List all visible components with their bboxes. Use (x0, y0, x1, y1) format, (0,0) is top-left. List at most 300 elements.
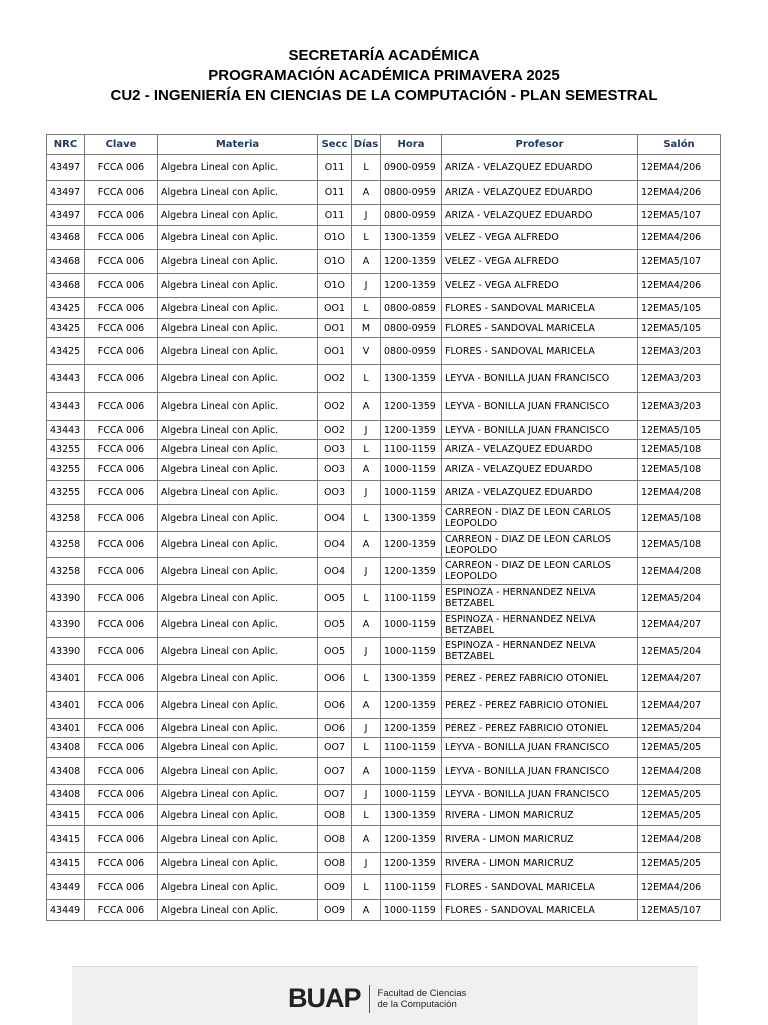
cell-clave: FCCA 006 (85, 250, 158, 274)
cell-secc: OO9 (318, 875, 352, 900)
cell-nrc: 43258 (47, 505, 85, 532)
cell-nrc: 43255 (47, 440, 85, 459)
cell-secc: OO3 (318, 459, 352, 481)
cell-salon: 12EMA4/207 (638, 665, 721, 692)
cell-hora: 1000-1159 (381, 638, 442, 665)
cell-dias: L (352, 665, 381, 692)
cell-dias: L (352, 155, 381, 181)
cell-materia: Algebra Lineal con Aplic. (158, 319, 318, 338)
cell-salon: 12EMA3/203 (638, 393, 721, 421)
cell-profesor: PEREZ - PEREZ FABRICIO OTONIEL (442, 665, 638, 692)
cell-dias: V (352, 338, 381, 365)
cell-profesor: LEYVA - BONILLA JUAN FRANCISCO (442, 421, 638, 440)
cell-clave: FCCA 006 (85, 805, 158, 826)
cell-clave: FCCA 006 (85, 719, 158, 738)
cell-materia: Algebra Lineal con Aplic. (158, 612, 318, 638)
cell-nrc: 43258 (47, 532, 85, 558)
cell-materia: Algebra Lineal con Aplic. (158, 226, 318, 250)
cell-profesor: LEYVA - BONILLA JUAN FRANCISCO (442, 785, 638, 805)
page-footer (72, 966, 698, 1025)
cell-profesor: VELEZ - VEGA ALFREDO (442, 226, 638, 250)
cell-materia: Algebra Lineal con Aplic. (158, 440, 318, 459)
table-row (47, 785, 721, 805)
cell-hora: 1300-1359 (381, 665, 442, 692)
cell-salon: 12EMA5/107 (638, 250, 721, 274)
cell-clave: FCCA 006 (85, 338, 158, 365)
cell-secc: OO5 (318, 612, 352, 638)
cell-materia: Algebra Lineal con Aplic. (158, 181, 318, 205)
cell-clave: FCCA 006 (85, 298, 158, 319)
cell-dias: J (352, 638, 381, 665)
cell-salon: 12EMA5/105 (638, 298, 721, 319)
cell-nrc: 43443 (47, 393, 85, 421)
cell-salon: 12EMA3/203 (638, 365, 721, 393)
table-row (47, 481, 721, 505)
column-header-profesor: Profesor (442, 135, 638, 155)
cell-hora: 0800-0959 (381, 181, 442, 205)
faculty-name (378, 988, 467, 1010)
cell-nrc: 43443 (47, 365, 85, 393)
cell-clave: FCCA 006 (85, 785, 158, 805)
cell-hora: 0800-0859 (381, 298, 442, 319)
table-row (47, 338, 721, 365)
cell-dias: L (352, 875, 381, 900)
column-header-nrc: NRC (47, 135, 85, 155)
cell-secc: OO2 (318, 365, 352, 393)
cell-clave: FCCA 006 (85, 155, 158, 181)
cell-secc: O1O (318, 250, 352, 274)
cell-salon: 12EMA5/204 (638, 585, 721, 612)
cell-secc: OO8 (318, 805, 352, 826)
cell-hora: 1000-1159 (381, 481, 442, 505)
cell-nrc: 43425 (47, 298, 85, 319)
cell-materia: Algebra Lineal con Aplic. (158, 558, 318, 585)
table-row (47, 900, 721, 921)
cell-secc: OO1 (318, 338, 352, 365)
cell-nrc: 43401 (47, 665, 85, 692)
cell-profesor: RIVERA - LIMON MARICRUZ (442, 826, 638, 853)
cell-secc: OO3 (318, 481, 352, 505)
table-row (47, 319, 721, 338)
cell-profesor: VELEZ - VEGA ALFREDO (442, 274, 638, 298)
cell-hora: 1000-1159 (381, 758, 442, 785)
cell-materia: Algebra Lineal con Aplic. (158, 505, 318, 532)
cell-hora: 1100-1159 (381, 738, 442, 758)
cell-dias: M (352, 319, 381, 338)
cell-secc: OO5 (318, 585, 352, 612)
cell-profesor: ARIZA - VELAZQUEZ EDUARDO (442, 481, 638, 505)
cell-materia: Algebra Lineal con Aplic. (158, 875, 318, 900)
cell-salon: 12EMA5/108 (638, 505, 721, 532)
cell-dias: J (352, 853, 381, 875)
table-row (47, 205, 721, 226)
cell-materia: Algebra Lineal con Aplic. (158, 298, 318, 319)
cell-hora: 1000-1159 (381, 785, 442, 805)
cell-materia: Algebra Lineal con Aplic. (158, 585, 318, 612)
cell-hora: 1200-1359 (381, 558, 442, 585)
cell-hora: 1200-1359 (381, 853, 442, 875)
cell-materia: Algebra Lineal con Aplic. (158, 365, 318, 393)
cell-profesor: RIVERA - LIMON MARICRUZ (442, 805, 638, 826)
cell-salon: 12EMA5/105 (638, 421, 721, 440)
cell-nrc: 43255 (47, 459, 85, 481)
buap-logo (288, 983, 466, 1014)
cell-secc: OO7 (318, 785, 352, 805)
cell-nrc: 43258 (47, 558, 85, 585)
cell-hora: 0800-0959 (381, 338, 442, 365)
cell-salon: 12EMA4/208 (638, 758, 721, 785)
cell-dias: A (352, 612, 381, 638)
column-header-materia: Materia (158, 135, 318, 155)
cell-materia: Algebra Lineal con Aplic. (158, 665, 318, 692)
column-header-clave: Clave (85, 135, 158, 155)
cell-hora: 1200-1359 (381, 719, 442, 738)
cell-nrc: 43255 (47, 481, 85, 505)
column-header-hora: Hora (381, 135, 442, 155)
cell-secc: OO8 (318, 853, 352, 875)
cell-materia: Algebra Lineal con Aplic. (158, 785, 318, 805)
cell-clave: FCCA 006 (85, 532, 158, 558)
cell-clave: FCCA 006 (85, 481, 158, 505)
cell-profesor: FLORES - SANDOVAL MARICELA (442, 875, 638, 900)
column-header-secc: Secc (318, 135, 352, 155)
cell-secc: OO6 (318, 665, 352, 692)
cell-materia: Algebra Lineal con Aplic. (158, 900, 318, 921)
header-line-1: SECRETARÍA ACADÉMICA (288, 47, 480, 64)
table-row (47, 365, 721, 393)
cell-salon: 12EMA4/207 (638, 612, 721, 638)
cell-clave: FCCA 006 (85, 319, 158, 338)
cell-hora: 1100-1159 (381, 585, 442, 612)
cell-dias: A (352, 532, 381, 558)
cell-profesor: PEREZ - PEREZ FABRICIO OTONIEL (442, 719, 638, 738)
cell-nrc: 43468 (47, 226, 85, 250)
cell-materia: Algebra Lineal con Aplic. (158, 481, 318, 505)
cell-hora: 1100-1159 (381, 440, 442, 459)
table-row (47, 692, 721, 719)
cell-clave: FCCA 006 (85, 612, 158, 638)
table-row (47, 393, 721, 421)
cell-salon: 12EMA4/208 (638, 481, 721, 505)
schedule-table (46, 134, 721, 921)
cell-profesor: ARIZA - VELAZQUEZ EDUARDO (442, 181, 638, 205)
cell-profesor: CARREON - DIAZ DE LEON CARLOS LEOPOLDO (442, 505, 638, 532)
cell-nrc: 43415 (47, 853, 85, 875)
cell-dias: J (352, 481, 381, 505)
cell-nrc: 43408 (47, 785, 85, 805)
cell-clave: FCCA 006 (85, 365, 158, 393)
cell-secc: OO6 (318, 719, 352, 738)
cell-dias: L (352, 440, 381, 459)
cell-secc: OO7 (318, 758, 352, 785)
cell-hora: 1200-1359 (381, 532, 442, 558)
cell-secc: O1O (318, 226, 352, 250)
cell-hora: 1300-1359 (381, 226, 442, 250)
cell-profesor: ARIZA - VELAZQUEZ EDUARDO (442, 440, 638, 459)
faculty-line-2: de la Computación (377, 998, 457, 1010)
cell-clave: FCCA 006 (85, 459, 158, 481)
cell-hora: 1000-1159 (381, 459, 442, 481)
cell-dias: J (352, 421, 381, 440)
cell-salon: 12EMA4/208 (638, 826, 721, 853)
cell-materia: Algebra Lineal con Aplic. (158, 805, 318, 826)
cell-profesor: LEYVA - BONILLA JUAN FRANCISCO (442, 365, 638, 393)
column-header-dias: Días (352, 135, 381, 155)
cell-secc: O11 (318, 205, 352, 226)
cell-dias: A (352, 181, 381, 205)
table-row (47, 181, 721, 205)
cell-profesor: LEYVA - BONILLA JUAN FRANCISCO (442, 738, 638, 758)
cell-clave: FCCA 006 (85, 393, 158, 421)
cell-nrc: 43390 (47, 638, 85, 665)
cell-salon: 12EMA5/107 (638, 205, 721, 226)
cell-dias: A (352, 900, 381, 921)
cell-hora: 0900-0959 (381, 155, 442, 181)
cell-nrc: 43449 (47, 900, 85, 921)
cell-profesor: FLORES - SANDOVAL MARICELA (442, 319, 638, 338)
cell-dias: A (352, 250, 381, 274)
cell-hora: 1100-1159 (381, 875, 442, 900)
cell-nrc: 43497 (47, 205, 85, 226)
cell-materia: Algebra Lineal con Aplic. (158, 338, 318, 365)
cell-profesor: ESPINOZA - HERNANDEZ NELVA BETZABEL (442, 585, 638, 612)
cell-hora: 1200-1359 (381, 393, 442, 421)
table-row (47, 532, 721, 558)
cell-salon: 12EMA4/206 (638, 181, 721, 205)
cell-hora: 1200-1359 (381, 826, 442, 853)
cell-nrc: 43408 (47, 758, 85, 785)
cell-hora: 0800-0959 (381, 205, 442, 226)
cell-dias: A (352, 758, 381, 785)
cell-clave: FCCA 006 (85, 758, 158, 785)
cell-clave: FCCA 006 (85, 875, 158, 900)
cell-nrc: 43497 (47, 155, 85, 181)
cell-secc: OO4 (318, 505, 352, 532)
table-row (47, 505, 721, 532)
table-row (47, 250, 721, 274)
cell-clave: FCCA 006 (85, 638, 158, 665)
cell-clave: FCCA 006 (85, 853, 158, 875)
cell-profesor: RIVERA - LIMON MARICRUZ (442, 853, 638, 875)
cell-materia: Algebra Lineal con Aplic. (158, 155, 318, 181)
cell-clave: FCCA 006 (85, 226, 158, 250)
cell-salon: 12EMA5/107 (638, 900, 721, 921)
cell-dias: J (352, 558, 381, 585)
cell-materia: Algebra Lineal con Aplic. (158, 692, 318, 719)
cell-salon: 12EMA4/206 (638, 226, 721, 250)
cell-clave: FCCA 006 (85, 181, 158, 205)
cell-hora: 1200-1359 (381, 274, 442, 298)
cell-profesor: ESPINOZA - HERNANDEZ NELVA BETZABEL (442, 612, 638, 638)
cell-dias: L (352, 226, 381, 250)
table-row (47, 155, 721, 181)
column-header-salon: Salón (638, 135, 721, 155)
cell-salon: 12EMA5/205 (638, 738, 721, 758)
cell-profesor: CARREON - DIAZ DE LEON CARLOS LEOPOLDO (442, 558, 638, 585)
cell-secc: OO8 (318, 826, 352, 853)
cell-clave: FCCA 006 (85, 585, 158, 612)
cell-profesor: ARIZA - VELAZQUEZ EDUARDO (442, 205, 638, 226)
cell-materia: Algebra Lineal con Aplic. (158, 758, 318, 785)
cell-clave: FCCA 006 (85, 274, 158, 298)
cell-secc: OO4 (318, 558, 352, 585)
cell-profesor: LEYVA - BONILLA JUAN FRANCISCO (442, 758, 638, 785)
cell-materia: Algebra Lineal con Aplic. (158, 738, 318, 758)
cell-materia: Algebra Lineal con Aplic. (158, 826, 318, 853)
table-row (47, 558, 721, 585)
cell-secc: OO7 (318, 738, 352, 758)
cell-salon: 12EMA5/105 (638, 319, 721, 338)
table-row (47, 585, 721, 612)
cell-profesor: ARIZA - VELAZQUEZ EDUARDO (442, 155, 638, 181)
cell-materia: Algebra Lineal con Aplic. (158, 205, 318, 226)
cell-secc: OO9 (318, 900, 352, 921)
cell-dias: L (352, 505, 381, 532)
cell-salon: 12EMA4/206 (638, 875, 721, 900)
cell-materia: Algebra Lineal con Aplic. (158, 421, 318, 440)
cell-salon: 12EMA4/206 (638, 155, 721, 181)
cell-secc: OO6 (318, 692, 352, 719)
cell-nrc: 43401 (47, 692, 85, 719)
cell-clave: FCCA 006 (85, 665, 158, 692)
cell-materia: Algebra Lineal con Aplic. (158, 719, 318, 738)
cell-nrc: 43468 (47, 250, 85, 274)
cell-profesor: PEREZ - PEREZ FABRICIO OTONIEL (442, 692, 638, 719)
cell-secc: O1O (318, 274, 352, 298)
cell-dias: A (352, 393, 381, 421)
cell-salon: 12EMA5/108 (638, 459, 721, 481)
cell-salon: 12EMA5/205 (638, 785, 721, 805)
cell-salon: 12EMA5/204 (638, 719, 721, 738)
table-header-row (47, 135, 721, 155)
cell-hora: 1200-1359 (381, 250, 442, 274)
cell-dias: J (352, 205, 381, 226)
table-row (47, 826, 721, 853)
cell-materia: Algebra Lineal con Aplic. (158, 250, 318, 274)
cell-salon: 12EMA4/208 (638, 558, 721, 585)
cell-dias: A (352, 459, 381, 481)
cell-dias: L (352, 805, 381, 826)
header-line-2: PROGRAMACIÓN ACADÉMICA PRIMAVERA 2025 (208, 67, 560, 84)
cell-materia: Algebra Lineal con Aplic. (158, 459, 318, 481)
header-line-3: CU2 - INGENIERÍA EN CIENCIAS DE LA COMPUTACIÓN - PLAN SEMESTRAL (110, 87, 658, 104)
cell-secc: OO2 (318, 421, 352, 440)
table-row (47, 274, 721, 298)
cell-hora: 1000-1159 (381, 612, 442, 638)
table-row (47, 758, 721, 785)
cell-profesor: ARIZA - VELAZQUEZ EDUARDO (442, 459, 638, 481)
logo-divider (369, 985, 370, 1013)
cell-clave: FCCA 006 (85, 738, 158, 758)
cell-nrc: 43449 (47, 875, 85, 900)
cell-secc: OO2 (318, 393, 352, 421)
cell-profesor: FLORES - SANDOVAL MARICELA (442, 298, 638, 319)
cell-hora: 1300-1359 (381, 805, 442, 826)
table-row (47, 226, 721, 250)
cell-materia: Algebra Lineal con Aplic. (158, 274, 318, 298)
cell-dias: J (352, 719, 381, 738)
cell-secc: O11 (318, 155, 352, 181)
cell-clave: FCCA 006 (85, 205, 158, 226)
table-row (47, 853, 721, 875)
cell-materia: Algebra Lineal con Aplic. (158, 532, 318, 558)
cell-nrc: 43468 (47, 274, 85, 298)
cell-hora: 1300-1359 (381, 365, 442, 393)
document-header (0, 46, 768, 106)
cell-materia: Algebra Lineal con Aplic. (158, 853, 318, 875)
cell-profesor: FLORES - SANDOVAL MARICELA (442, 338, 638, 365)
cell-clave: FCCA 006 (85, 692, 158, 719)
cell-nrc: 43443 (47, 421, 85, 440)
cell-salon: 12EMA3/203 (638, 338, 721, 365)
cell-hora: 1300-1359 (381, 505, 442, 532)
table-row (47, 665, 721, 692)
cell-salon: 12EMA5/108 (638, 440, 721, 459)
cell-nrc: 43497 (47, 181, 85, 205)
cell-secc: OO4 (318, 532, 352, 558)
cell-hora: 1000-1159 (381, 900, 442, 921)
cell-nrc: 43401 (47, 719, 85, 738)
cell-hora: 1200-1359 (381, 692, 442, 719)
cell-dias: J (352, 785, 381, 805)
cell-clave: FCCA 006 (85, 505, 158, 532)
cell-nrc: 43415 (47, 805, 85, 826)
cell-salon: 12EMA5/204 (638, 638, 721, 665)
cell-dias: L (352, 585, 381, 612)
cell-secc: OO1 (318, 319, 352, 338)
table-row (47, 875, 721, 900)
cell-profesor: ESPINOZA - HERNANDEZ NELVA BETZABEL (442, 638, 638, 665)
cell-dias: A (352, 692, 381, 719)
buap-wordmark: BUAP (288, 983, 361, 1013)
cell-clave: FCCA 006 (85, 826, 158, 853)
table-row (47, 298, 721, 319)
cell-hora: 0800-0959 (381, 319, 442, 338)
cell-profesor: LEYVA - BONILLA JUAN FRANCISCO (442, 393, 638, 421)
cell-profesor: FLORES - SANDOVAL MARICELA (442, 900, 638, 921)
table-row (47, 440, 721, 459)
cell-dias: J (352, 274, 381, 298)
cell-dias: L (352, 738, 381, 758)
cell-nrc: 43390 (47, 585, 85, 612)
table-row (47, 612, 721, 638)
table-row (47, 738, 721, 758)
cell-clave: FCCA 006 (85, 900, 158, 921)
cell-secc: OO1 (318, 298, 352, 319)
cell-hora: 1200-1359 (381, 421, 442, 440)
cell-nrc: 43425 (47, 338, 85, 365)
table-row (47, 719, 721, 738)
cell-secc: O11 (318, 181, 352, 205)
faculty-line-1: Facultad de Ciencias (377, 987, 467, 999)
cell-materia: Algebra Lineal con Aplic. (158, 638, 318, 665)
cell-profesor: CARREON - DIAZ DE LEON CARLOS LEOPOLDO (442, 532, 638, 558)
cell-profesor: VELEZ - VEGA ALFREDO (442, 250, 638, 274)
cell-clave: FCCA 006 (85, 558, 158, 585)
table-row (47, 459, 721, 481)
cell-salon: 12EMA4/207 (638, 692, 721, 719)
cell-salon: 12EMA5/205 (638, 805, 721, 826)
cell-salon: 12EMA5/205 (638, 853, 721, 875)
cell-nrc: 43415 (47, 826, 85, 853)
table-row (47, 421, 721, 440)
cell-clave: FCCA 006 (85, 421, 158, 440)
cell-nrc: 43408 (47, 738, 85, 758)
cell-nrc: 43425 (47, 319, 85, 338)
cell-secc: OO3 (318, 440, 352, 459)
cell-materia: Algebra Lineal con Aplic. (158, 393, 318, 421)
cell-dias: L (352, 298, 381, 319)
